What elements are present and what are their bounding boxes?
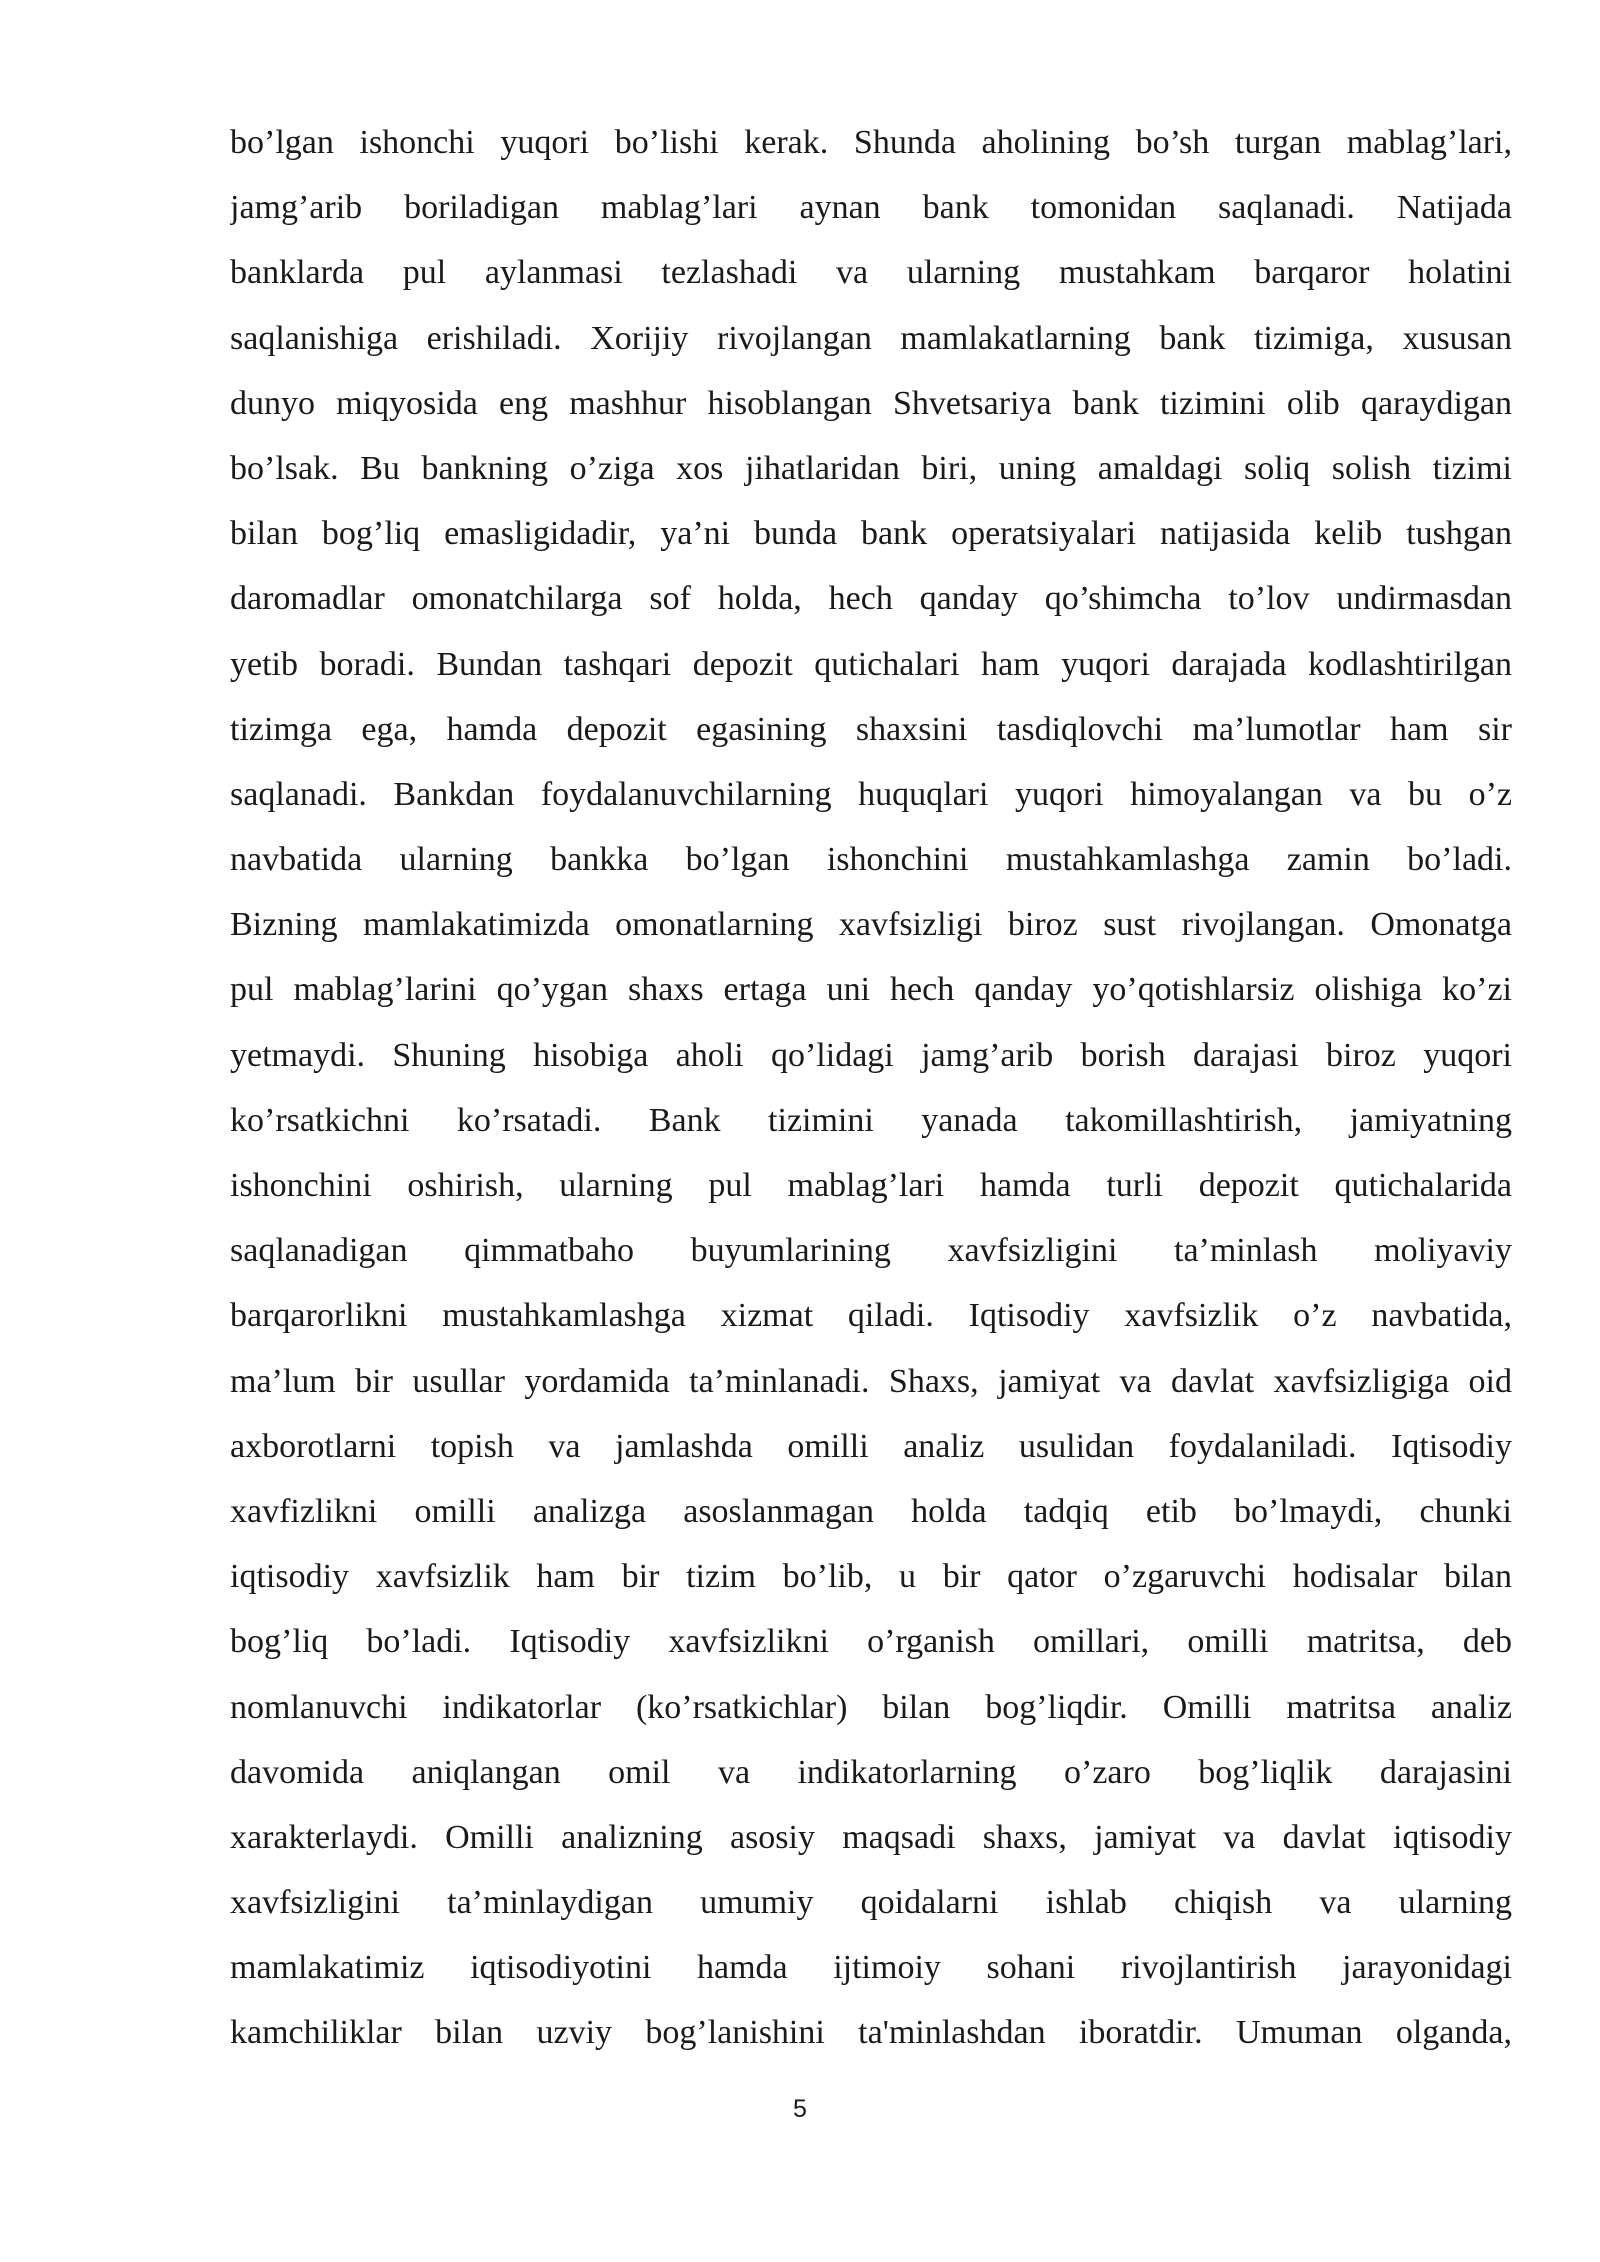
text-line: ko’rsatkichni ko’rsatadi. Bank tizimini yanada takomillashtirish, jamiyatning [230, 1101, 1512, 1139]
text-line: saqlanadigan qimmatbaho buyumlarining xavfsizligini ta’minlash moliyaviy [230, 1232, 1512, 1270]
text-line: bo’lgan ishonchi yuqori bo’lishi kerak. Shunda aholining bo’sh turgan mablag’lari, [230, 124, 1512, 161]
text-line: axborotlarni topish va jamlashda omilli analiz usulidan foydalaniladi. Iqtisodiy [230, 1427, 1512, 1465]
page-number: 5 [793, 2095, 807, 2123]
text-line: navbatida ularning bankka bo’lgan ishonchini mustahkamlashga zamin bo’ladi. [230, 841, 1512, 879]
text-line: iqtisodiy xavfsizlik ham bir tizim bo’lib, u bir qator o’zgaruvchi hodisalar bilan [230, 1558, 1512, 1596]
text-line: saqlanishiga erishiladi. Xorijiy rivojlangan mamlakatlarning bank tizimiga, xususan [230, 319, 1512, 357]
text-line: daromadlar omonatchilarga sof holda, hech qanday qo’shimcha to’lov undirmasdan [230, 580, 1512, 618]
text-line: pul mablag’larini qo’ygan shaxs ertaga uni hech qanday yo’qotishlarsiz olishiga ko’zi [230, 971, 1512, 1009]
text-line: ishonchini oshirish, ularning pul mablag’lari hamda turli depozit qutichalarida [230, 1167, 1512, 1204]
text-line: davomida aniqlangan omil va indikatorlarning o’zaro bog’liqlik darajasini [230, 1753, 1512, 1791]
text-line: nomlanuvchi indikatorlar (ko’rsatkichlar) bilan bog’liqdir. Omilli matritsa analiz [230, 1688, 1512, 1726]
text-line: tizimga ega, hamda depozit egasining shaxsini tasdiqlovchi ma’lumotlar ham sir [230, 710, 1512, 748]
text-line: bilan bog’liq emasligidadir, ya’ni bunda bank operatsiyalari natijasida kelib tushgan [230, 515, 1512, 553]
text-line: jamg’arib boriladigan mablag’lari aynan bank tomonidan saqlanadi. Natijada [230, 189, 1512, 227]
text-line: xarakterlaydi. Omilli analizning asosiy maqsadi shaxs, jamiyat va davlat iqtisodiy [230, 1818, 1512, 1856]
text-line: kamchiliklar bilan uzviy bog’lanishini ta'minlashdan iboratdir. Umuman olganda, [230, 2014, 1512, 2052]
text-line: Bizning mamlakatimizda omonatlarning xavfsizligi biroz sust rivojlangan. Omonatga [230, 906, 1512, 944]
text-line: ma’lum bir usullar yordamida ta’minlanadi. Shaxs, jamiyat va davlat xavfsizligiga oid [230, 1362, 1512, 1400]
text-line: barqarorlikni mustahkamlashga xizmat qiladi. Iqtisodiy xavfsizlik o’z navbatida, [230, 1297, 1512, 1335]
text-line: xavfsizligini ta’minlaydigan umumiy qoidalarni ishlab chiqish va ularning [230, 1884, 1512, 1922]
text-line: yetib boradi. Bundan tashqari depozit qutichalari ham yuqori darajada kodlashtirilgan [230, 645, 1512, 683]
text-line: bo’lsak. Bu bankning o’ziga xos jihatlaridan biri, uning amaldagi soliq solish tizimi [230, 449, 1512, 487]
body-paragraph [230, 110, 1512, 2066]
text-line: dunyo miqyosida eng mashhur hisoblangan Shvetsariya bank tizimini olib qaraydigan [230, 384, 1512, 422]
text-line: banklarda pul aylanmasi tezlashadi va ularning mustahkam barqaror holatini [230, 254, 1512, 292]
text-line: xavfizlikni omilli analizga asoslanmagan holda tadqiq etib bo’lmaydi, chunki [230, 1492, 1512, 1530]
text-line: yetmaydi. Shuning hisobiga aholi qo’lidagi jamg’arib borish darajasi biroz yuqori [230, 1036, 1512, 1074]
text-line: saqlanadi. Bankdan foydalanuvchilarning huquqlari yuqori himoyalangan va bu o’z [230, 775, 1512, 813]
text-line: bog’liq bo’ladi. Iqtisodiy xavfsizlikni o’rganish omillari, omilli matritsa, deb [230, 1623, 1512, 1661]
text-line: mamlakatimiz iqtisodiyotini hamda ijtimoiy sohani rivojlantirish jarayonidagi [230, 1949, 1512, 1987]
